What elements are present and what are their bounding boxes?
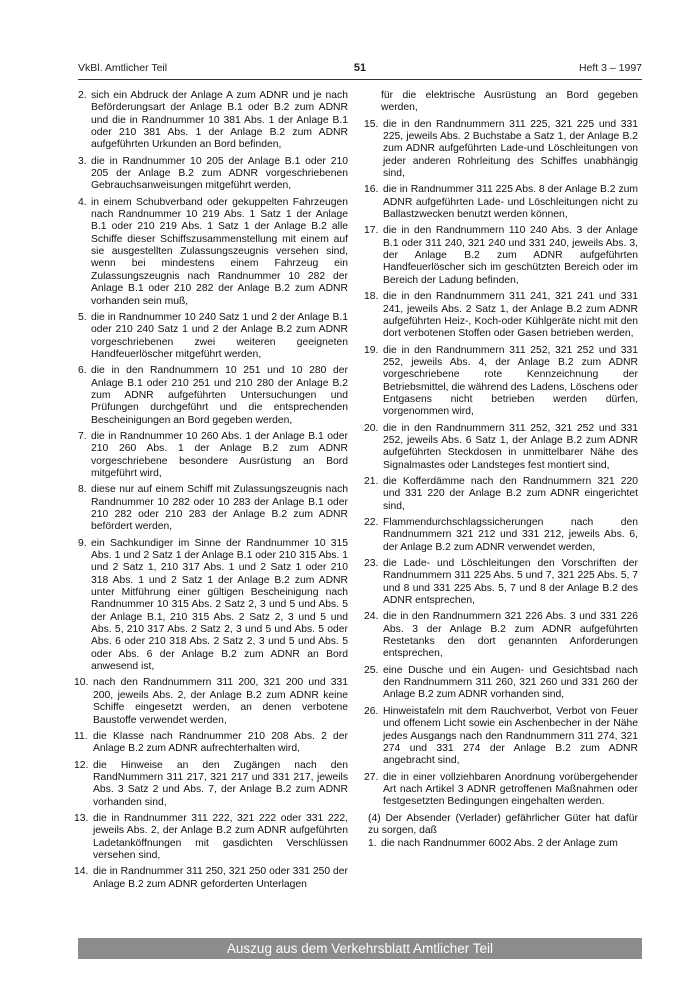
- item-number: 22.: [364, 517, 379, 528]
- item-text: die in Randnummer 311 222, 321 222 oder 331 222, jeweils Abs. 2, der Anlage B.2 zum ADNR aufgeführten Ladetanköffnungen mit gasdichten Verschlüssen versehen sind,: [93, 812, 348, 861]
- item-text: eine Dusche und ein Augen- und Gesichtsbad nach den Randnummern 311 260, 321 260 und 331 260 der Anlage B.2 zum ADNR vorhanden sind,: [383, 664, 638, 701]
- list-item: [364, 422, 638, 472]
- item-text: die in einer vollziehbaren Anordnung vorübergehender Art nach Artikel 3 ADNR getroffenen Maßnahmen oder festgesetzten Bedingungen eingehalten werden.: [383, 771, 638, 808]
- list-item: [78, 90, 348, 152]
- left-column: [74, 90, 348, 895]
- list-item: [364, 344, 638, 419]
- item-number: 14.: [74, 866, 89, 878]
- item-number: 12.: [74, 759, 89, 771]
- item-text: die Klasse nach Randnummer 210 208 Abs. 2 der Anlage B.2 zum ADNR aufrechterhalten wird,: [93, 730, 348, 755]
- list-item: [364, 611, 638, 660]
- item-number: 23.: [364, 558, 379, 570]
- item-text: diese nur auf einem Schiff mit Zulassungszeugnis nach Randnummer 10 282 oder 10 283 der Anlage B.1 oder 210 282 oder 210 283 der Anlage B.2 zum ADNR befördert werden,: [91, 484, 348, 533]
- item-number: 8.: [78, 484, 87, 496]
- list-item: [364, 705, 638, 768]
- list-item: [364, 771, 638, 809]
- list-item: [364, 225, 638, 287]
- list-item: [78, 365, 348, 427]
- item-number: 15.: [364, 118, 379, 130]
- item-number: 18.: [364, 291, 379, 303]
- list-item: [78, 312, 348, 361]
- list-item: [364, 118, 638, 181]
- item-number: 2.: [78, 90, 87, 101]
- list-item: [78, 431, 348, 480]
- header-rule: [78, 79, 642, 80]
- page-number: 51: [353, 62, 367, 74]
- item-text: die in Randnummer 311 250, 321 250 oder 331 250 der Anlage B.2 zum ADNR geforderten Unterlagen: [93, 866, 348, 890]
- item-number: 7.: [78, 430, 87, 442]
- item-text: ein Sachkundiger im Sinne der Randnummer 10 315 Abs. 1 und 2 Satz 1 der Anlage B.1 oder 210 315 Abs. 1 und 2 Satz 1, 210 317 Abs. 1 und 2 Satz 1 oder 210 318 Abs. 1 und 2 Satz 1 der Anlage B.2 zum ADNR unter Mitführung einer gültigen Bescheinigung nach Randnummer 10 315 Abs. 2 Satz 2, 3 und 5 und Abs. 5 der Anlage B.1, 210 315 Abs. 2 Satz 2, 3 und 5 und Abs. 5, 210 317 Abs. 2 Satz 2, 3 und 5 und Abs. 5 oder Abs. 6 oder 210 318 Abs. 2 Satz 2, 3 und 5 und Abs. 5 oder Abs. 6 der Anlage B.2 zum ADNR an Bord anwesend ist,: [91, 537, 348, 673]
- list-item: [364, 475, 638, 513]
- continued-text: für die elektrische Ausrüstung an Bord gegeben werden,: [381, 90, 638, 114]
- item-number: 25.: [364, 664, 379, 676]
- item-text: nach den Randnummern 311 200, 321 200 und 331 200, jeweils Abs. 2, der Anlage B.2 zum ADNR keine Schiffe eingesetzt werden, an denen verbotene Baustoffe verwendet werden,: [93, 677, 348, 726]
- item-number: 1.: [368, 838, 377, 850]
- page-header: [78, 62, 642, 78]
- item-number: 11.: [74, 730, 88, 742]
- item-text: die Lade- und Löschleitungen den Vorschriften der Randnummern 311 225 Abs. 5 und 7, 321 225 Abs. 5, 7 und 8 und 331 225 Abs. 5, 7 und 8 der Anlage B.2 des ADNR entsprechen,: [383, 558, 638, 607]
- item-text: die in den Randnummern 321 226 Abs. 3 und 331 226 Abs. 3 der Anlage B.2 zum ADNR aufgeführten Restetanks den dort genannten Anforderungen entsprechen,: [383, 611, 638, 660]
- item-text: die in Randnummer 311 225 Abs. 8 der Anlage B.2 zum ADNR aufgeführten Lade- und Löschleitungen nicht zu Ballastzwecken benutzt werden können,: [383, 184, 638, 221]
- list-item: [364, 664, 638, 702]
- item-text: die in den Randnummern 311 225, 321 225 und 331 225, jeweils Abs. 2 Buchstabe a Satz 1, der Anlage B.2 zum ADNR aufgeführten Lade-und Löschleitungen von jeder anderen Rohrleitung des Schiffes unabhängig sind,: [383, 118, 638, 180]
- list-item: [74, 812, 348, 862]
- item-number: 10.: [74, 677, 89, 689]
- item-text: die Hinweise an den Zugängen nach den RandNummern 311 217, 321 217 und 331 217, jeweils Abs. 3 Satz 2 und Abs. 7, der Anlage B.2 zum ADNR vorhanden sind,: [93, 759, 348, 808]
- paragraph-4: (4) Der Absender (Verlader) gefährlicher Güter hat dafür zu sorgen, daß: [368, 812, 638, 836]
- item-number: 21.: [364, 475, 379, 487]
- item-text: sich ein Abdruck der Anlage A zum ADNR und je nach Beförderungsart der Anlage B.1 oder B.2 zum ADNR und die in Randnummer 10 381 Abs. 1 der Anlage B.1 oder 210 381 Abs. 1 der Anlage B.2 zum ADNR aufgeführten Urkunden an Bord befinden,: [91, 90, 348, 151]
- item-number: 27.: [364, 771, 379, 783]
- item-text: die in den Randnummern 311 252, 321 252 und 331 252, jeweils Abs. 4, der Anlage B.2 zum ADNR vorgeschriebene rote Kennzeichnung der Betriebsmittel, die während des Ladens, Löschens oder Entgasens nicht betrieben werden dürfen, vorgenommen wird,: [383, 344, 638, 418]
- right-column: [364, 90, 638, 855]
- list-item: [74, 677, 348, 726]
- item-text: die in Randnummer 10 260 Abs. 1 der Anlage B.1 oder 210 260 Abs. 1 der Anlage B.2 zum ADNR vorgeschriebene besondere Ausrüstung an Bord mitgeführt wird,: [91, 430, 348, 479]
- item-text: die in den Randnummern 311 252, 321 252 und 331 252, jeweils Abs. 6 Satz 1, der Anlage B.2 zum ADNR aufgeführten Steckdosen in unmittelbarer Nähe des Signalmastes oder Landsteges fest montiert sind,: [383, 422, 638, 471]
- journal-title: VkBl. Amtlicher Teil: [78, 62, 168, 74]
- item-number: 17.: [364, 225, 379, 237]
- list-item: [78, 156, 348, 193]
- list-item: [74, 866, 348, 891]
- item-number: 6.: [78, 365, 87, 377]
- item-number: 24.: [364, 611, 379, 623]
- item-text: die in den Randnummern 10 251 und 10 280 der Anlage B.1 oder 210 251 und 210 280 der Anlage B.2 zum ADNR aufgeführten Untersuchungen und Prüfungen durchgeführt und die entsprechenden Bescheinigungen an Bord gegeben werden,: [91, 365, 348, 426]
- footer-banner: Auszug aus dem Verkehrsblatt Amtlicher Teil: [78, 938, 642, 959]
- item-number: 19.: [364, 344, 379, 356]
- item-text: Hinweistafeln mit dem Rauchverbot, Verbot von Feuer und offenem Licht sowie ein Aschenbecher in der Nähe jedes Ausgangs nach den Randnummern 311 274, 321 274 und 331 274 der Anlage B.2 zum ADNR angebracht sind,: [383, 705, 638, 767]
- item-text: die nach Randnummer 6002 Abs. 2 der Anlage zum: [381, 838, 618, 850]
- list-item: [74, 759, 348, 809]
- item-number: 13.: [74, 812, 89, 824]
- item-number: 5.: [78, 311, 87, 323]
- list-item: [78, 197, 348, 308]
- item-number: 4.: [78, 196, 87, 208]
- list-item: [364, 517, 638, 554]
- item-text: die in den Randnummern 110 240 Abs. 3 der Anlage B.1 oder 311 240, 321 240 und 331 240, jeweils Abs. 3, der Anlage B.2 zum ADNR aufgeführten Handfeuerlöscher sich im geschützten Bereich oder im Bereich der Ladung befinden,: [383, 225, 638, 286]
- item-text: die in Randnummer 10 205 der Anlage B.1 oder 210 205 der Anlage B.2 zum ADNR vorgeschriebenen Gebrauchsanweisungen mitgeführt werden,: [91, 155, 348, 192]
- list-item: [364, 184, 638, 221]
- item-text: Flammendurchschlagssicherungen nach den Randnummern 321 212 und 331 212, jeweils Abs. 6, der Anlage B.2 zum ADNR verwendet werden,: [383, 517, 638, 553]
- issue-label: Heft 3 – 1997: [578, 62, 642, 74]
- list-item: [364, 558, 638, 607]
- item-number: 26.: [364, 705, 379, 717]
- list-item: [74, 730, 348, 756]
- list-item: [364, 291, 638, 340]
- item-text: die in den Randnummern 311 241, 321 241 und 331 241, jeweils Abs. 2 Satz 1, der Anlage B.2 zum ADNR aufgeführten Heiz-, Koch-oder Kühlgeräte nicht mit den dort verbotenen Stoffen oder Gasen betrieben werden,: [383, 291, 638, 340]
- list-item: [368, 838, 638, 850]
- item-number: 3.: [78, 155, 87, 167]
- item-number: 20.: [364, 422, 379, 434]
- item-text: die in Randnummer 10 240 Satz 1 und 2 der Anlage B.1 oder 210 240 Satz 1 und 2 der Anlage B.2 zum ADNR vorgeschriebenen zwei weiteren geeigneten Handfeuerlöscher mitgeführt werden,: [91, 311, 348, 360]
- list-item: [78, 484, 348, 533]
- item-text: die Kofferdämme nach den Randnummern 321 220 und 331 220 der Anlage B.2 zum ADNR eingerichtet sind,: [383, 475, 638, 512]
- right-item-list: [364, 118, 638, 809]
- item-number: 9.: [78, 537, 87, 549]
- item-number: 16.: [364, 184, 379, 196]
- list-item: [78, 538, 348, 674]
- item-text: in einem Schubverband oder gekuppelten Fahrzeugen nach Randnummer 10 219 Abs. 1 Satz 1 der Anlage B.1 oder 210 219 Abs. 1 Satz 1 der Anlage B.2 alle Schiffe dieser Schiffszusammenstellung mit einem auf sie ausgestellten Zulassungszeugnis versehen sind, wenn bei mindestens einem Fahrzeug ein Zulassungszeugnis nach Randnummer 10 282 der Anlage B.1 oder 210 282 der Anlage B.2 zum ADNR vorhanden sein muß,: [91, 196, 348, 307]
